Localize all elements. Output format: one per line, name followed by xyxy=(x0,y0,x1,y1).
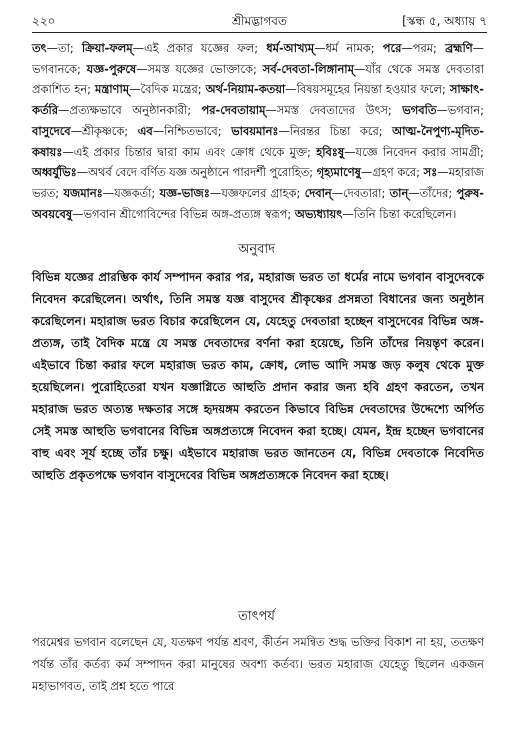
synonym-meaning: যাঁর থেকে সমস্ত দেবতারা প্রকাশিত হন; xyxy=(32,61,485,97)
synonym-meaning: ভগবান; xyxy=(447,103,485,118)
translation-text: বিভিন্ন যজ্ঞের প্রারম্ভিক কার্য সম্পাদন করার পর, মহারাজ ভরত তা ধর্মের নামে ভগবান বাসুদেবকে নিবেদন করেছিলেন। অর্থাৎ, তিনি সমস্ত যজ্ঞ বাসুদেব শ্রীকৃষ্ণের প্রসন্নতা বিধানের জন্য অনুষ্ঠান করেছিলেন। মহারাজ ভরত বিচার করেছিলেন যে, যেহেতু দেবতারা হচ্ছেন বাসুদেবের বিভিন্ন অঙ্গ-প্রত্যঙ্গ, তাই বৈদিক মন্ত্রে যে সমস্ত দেবতাদের বর্ণনা করা হয়েছে, তিনি তাঁদের নিয়ন্তৃণ করেন। এইভাবে চিন্তা করার ফলে মহারাজ ভরত কাম, ক্রোধ, লোভ আদি সমস্ত জড় কলুষ থেকে মুক্ত হয়েছিলেন। পুরোহিতেরা যখন যজ্ঞাগ্নিতে আহুতি প্রদান করার জন্য হবি গ্রহণ করতেন, তখন মহারাজ ভরত অত্যন্ত দক্ষতার সঙ্গে হৃদয়ঙ্গম করতেন কিভাবে বিভিন্ন দেবতাদের উদ্দেশ্যে অর্পিত সেই সমস্ত আহুতি ভগবানের বিভিন্ন অঙ্গপ্রত্যঙ্গে নিবেদন করা হচ্ছে। যেমন, ইন্দ্র হচ্ছেন ভগবানের বাহু এবং সূর্য হচ্ছে তাঁর চক্ষু। এইভাবে মহারাজ ভরত জানতেন যে, বিভিন্ন দেবতাকে নিবেদিত আহুতি প্রকৃতপক্ষে ভগবান বাসুদেবের বিভিন্ন অঙ্গপ্রত্যঙ্গকে নিবেদন করা হচ্ছে। xyxy=(32,270,484,482)
synonym-term: যজমানঃ xyxy=(63,185,103,200)
synonym-meaning: অথর্ব বেদে বর্ণিত যজ্ঞ অনুষ্ঠানে পারদর্শী পুরোহিত; xyxy=(88,165,314,180)
synonym-term: তান্ xyxy=(389,185,409,200)
synonym-term: ব্রহ্মণি xyxy=(445,41,473,55)
synonym-term: তৎ xyxy=(32,41,47,55)
synonym-meaning: ভগবান শ্রীগোবিন্দের বিভিন্ন অঙ্গ-প্রত্যঙ্গ স্বরূপ; xyxy=(83,206,292,221)
synonym-meaning: বিষয়সমূহের নিয়ন্তা হওয়ার ফলে; xyxy=(296,82,446,97)
page-header xyxy=(32,10,487,33)
synonym-term: পুরুষ-অবয়বেষু xyxy=(32,185,484,221)
synonym-meaning: ভগবানকে; xyxy=(32,61,81,76)
synonym-meaning: এই প্রকার যজ্ঞের ফল; xyxy=(143,41,259,55)
synonym-term: হবিঃষু xyxy=(316,144,345,159)
synonym-term: ভগবতি xyxy=(402,103,437,118)
synonym-term: সাক্ষাৎ-কর্তরি xyxy=(32,82,484,118)
purport-text: পরমেশ্বর ভগবান বলেছেন যে, যতক্ষণ পর্যন্ত শ্রবণ, কীর্তন সমন্বিত শুদ্ধ ভক্তির বিকাশ না হয়, ততক্ষণ পর্যন্ত তাঁর কর্তব্য কর্ম সম্পাদন করা মানুষের অবশ্য কর্তব্য। ভরত মহারাজ যেহেতু ছিলেন একজন মহাভাগবত, তাই প্রশ্ন হতে পারে xyxy=(32,635,484,693)
page-number: ২২০ xyxy=(32,14,56,28)
book-title: শ্রীমদ্ভাগবত xyxy=(231,14,287,28)
synonym-term: অর্থ-নিয়াম-কতয়া xyxy=(205,82,286,97)
synonym-term: মন্ত্রাণাম্ xyxy=(95,82,130,97)
synonym-term: যজ্ঞ-পুরুষে xyxy=(86,61,137,76)
synonym-meaning: নিশ্চিতভাবে; xyxy=(164,123,222,138)
synonym-term: পর-দেবতায়াম্ xyxy=(201,103,266,118)
synonym-meaning: এই প্রকার চিন্তার দ্বারা কাম এবং ক্রোধ থেকে মুক্ত; xyxy=(73,144,311,159)
synonym-meaning: নিরন্তর চিন্তা করে; xyxy=(289,123,383,138)
synonym-term: এব xyxy=(137,123,153,138)
synonym-meaning: সমস্ত যজ্ঞের ভোক্তাকে; xyxy=(147,61,257,76)
purport-heading: তাৎপর্য xyxy=(238,609,275,624)
chapter-reference: [স্কন্ধ ৫, অধ্যায় ৭ xyxy=(402,14,487,28)
synonym-term: অভ্যধ্যায়ৎ xyxy=(294,206,343,221)
synonym-term: পরে xyxy=(382,41,402,55)
synonym-meaning: বৈদিক মন্ত্রের; xyxy=(140,82,202,97)
synonym-meaning: মহারাজ ভরত; xyxy=(32,165,484,200)
synonym-meaning: ধর্ম নামক; xyxy=(325,41,375,55)
synonym-meaning: তা; xyxy=(58,41,74,55)
word-for-word-synonyms: তৎ—তা; ক্রিয়া-ফলম্—এই প্রকার যজ্ঞের ফল; ধর্ম-আখ্যম্—ধর্ম নামক; পরে—পরম; ব্রহ্মণি—ভগবানকে; যজ্ঞ-পুরুষে—সমস্ত যজ্ঞের ভোক্তাকে; সর্ব-দেবতা-লিঙ্গানাম্—যাঁর থেকে সমস্ত দেবতারা প্রকাশিত হন; মন্ত্রাণাম্—বৈদিক মন্ত্রের; অর্থ-নিয়াম-কতয়া—বিষয়সমূহের নিয়ন্তা হওয়ার ফলে; সাক্ষাৎ-কর্তরি—প্রত্যক্ষভাবে অনুষ্ঠানকারী; পর-দেবতায়াম্—সমস্ত দেবতাদের উৎস; ভগবতি—ভগবান; বাসুদেবে—শ্রীকৃষ্ণকে; এব—নিশ্চিতভাবে; ভাবয়মানঃ—নিরন্তর চিন্তা করে; আত্ম-নৈপুণ্য-মৃদিত-কষায়ঃ—এই প্রকার চিন্তার দ্বারা কাম এবং ক্রোধ থেকে মুক্ত; হবিঃষু—যজ্ঞে নিবেদন করার সামগ্রী; অধ্বর্যুভিঃ—অথর্ব বেদে বর্ণিত যজ্ঞ অনুষ্ঠানে পারদর্শী পুরোহিত; গৃহ্যমাণেষু—গ্রহণ করে; সঃ—মহারাজ ভরত; যজমানঃ—যজ্ঞকর্তা; যজ্ঞ-ভাজঃ—যজ্ঞফলের গ্রাহক; দেবান্—দেবতারা; তান্—তাঁদের; পুরুষ-অবয়বেষু—ভগবান শ্রীগোবিন্দের বিভিন্ন অঙ্গ-প্রত্যঙ্গ স্বরূপ; অভ্যধ্যায়ৎ—তিনি চিন্তা করেছিলেন। xyxy=(32,41,485,221)
synonym-term: দেবান্ xyxy=(304,185,332,200)
synonym-term: সঃ xyxy=(423,165,438,180)
synonym-term: অধ্বর্যুভিঃ xyxy=(32,165,77,180)
synonym-meaning: যজ্ঞফলের গ্রাহক; xyxy=(221,185,301,200)
synonym-meaning: তাঁদের; xyxy=(419,185,453,200)
synonym-term: সর্ব-দেবতা-লিঙ্গানাম্ xyxy=(262,61,354,76)
synonym-term: আত্ম-নৈপুণ্য-মৃদিত-কষায়ঃ xyxy=(32,123,485,159)
synonym-term: ক্রিয়া-ফলম্ xyxy=(81,41,133,55)
synonym-meaning: যজ্ঞে নিবেদন করার সামগ্রী; xyxy=(355,144,485,159)
synonym-meaning: শ্রীকৃষ্ণকে; xyxy=(82,123,129,138)
synonym-term: বাসুদেবে xyxy=(32,123,71,138)
synonym-meaning: যজ্ঞকর্তা; xyxy=(114,185,156,200)
synonym-meaning: সমস্ত দেবতাদের উৎস; xyxy=(276,103,392,118)
synonym-meaning: দেবতারা; xyxy=(343,185,386,200)
synonym-meaning: গ্রহণ করে; xyxy=(372,165,420,180)
synonym-term: ধর্ম-আখ্যম্ xyxy=(266,41,315,55)
translation-heading: অনুবাদ xyxy=(238,242,275,257)
synonym-term: ভাবয়মানঃ xyxy=(231,123,279,138)
synonym-meaning: তিনি চিন্তা করেছিলেন। xyxy=(353,206,457,221)
synonym-term: যজ্ঞ-ভাজঃ xyxy=(159,185,210,200)
synonym-term: গৃহ্যমাণেষু xyxy=(316,165,361,180)
synonym-meaning: পরম; xyxy=(412,41,437,55)
synonym-meaning: প্রত্যক্ষভাবে অনুষ্ঠানকারী; xyxy=(69,103,192,118)
